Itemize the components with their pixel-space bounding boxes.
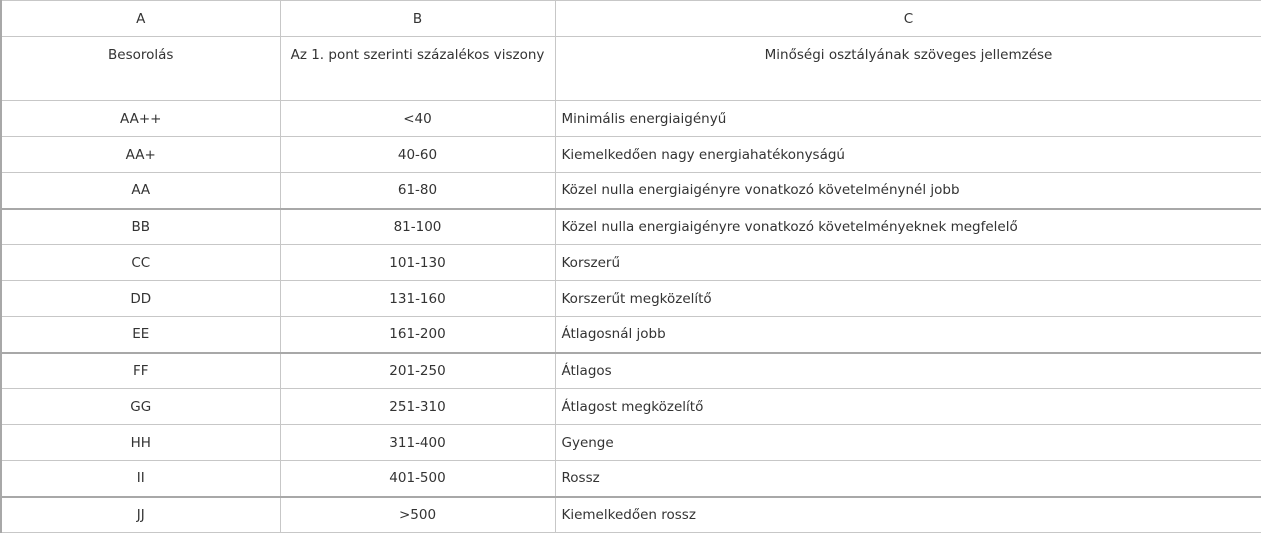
grade-cell: BB [1, 209, 280, 245]
description-cell: Gyenge [555, 425, 1261, 461]
grade-cell: CC [1, 245, 280, 281]
description-cell: Átlagosnál jobb [555, 317, 1261, 353]
grade-cell: AA+ [1, 137, 280, 173]
range-cell: 131-160 [280, 281, 555, 317]
header-description: Minőségi osztályának szöveges jellemzése [555, 37, 1261, 101]
table-row [1, 317, 1261, 353]
header-classification: Besorolás [1, 37, 280, 101]
range-cell: 81-100 [280, 209, 555, 245]
description-cell: Korszerű [555, 245, 1261, 281]
description-cell: Kiemelkedően rossz [555, 497, 1261, 533]
range-cell: 311-400 [280, 425, 555, 461]
table-row [1, 137, 1261, 173]
table-row [1, 425, 1261, 461]
table-row [1, 209, 1261, 245]
grade-cell: DD [1, 281, 280, 317]
range-cell: 161-200 [280, 317, 555, 353]
range-cell: 61-80 [280, 173, 555, 209]
grade-cell: EE [1, 317, 280, 353]
description-cell: Kiemelkedően nagy energiahatékonyságú [555, 137, 1261, 173]
column-letter-c: C [555, 1, 1261, 37]
range-cell: 401-500 [280, 461, 555, 497]
column-letter-row [1, 1, 1261, 37]
table-row [1, 281, 1261, 317]
range-cell: 201-250 [280, 353, 555, 389]
table-row [1, 245, 1261, 281]
range-cell: <40 [280, 101, 555, 137]
description-cell: Átlagost megközelítő [555, 389, 1261, 425]
table-row [1, 389, 1261, 425]
table-row [1, 173, 1261, 209]
grade-cell: AA++ [1, 101, 280, 137]
table-row [1, 497, 1261, 533]
grade-cell: JJ [1, 497, 280, 533]
description-cell: Átlagos [555, 353, 1261, 389]
column-letter-a: A [1, 1, 280, 37]
range-cell: >500 [280, 497, 555, 533]
grade-cell: FF [1, 353, 280, 389]
column-letter-b: B [280, 1, 555, 37]
description-cell: Közel nulla energiaigényre vonatkozó követelményeknek megfelelő [555, 209, 1261, 245]
description-cell: Minimális energiaigényű [555, 101, 1261, 137]
grade-cell: II [1, 461, 280, 497]
table-row [1, 353, 1261, 389]
grade-cell: GG [1, 389, 280, 425]
grade-cell: AA [1, 173, 280, 209]
description-cell: Közel nulla energiaigényre vonatkozó követelménynél jobb [555, 173, 1261, 209]
range-cell: 101-130 [280, 245, 555, 281]
table-row [1, 461, 1261, 497]
header-ratio: Az 1. pont szerinti százalékos viszony [280, 37, 555, 101]
header-row [1, 37, 1261, 101]
description-cell: Korszerűt megközelítő [555, 281, 1261, 317]
grade-cell: HH [1, 425, 280, 461]
range-cell: 251-310 [280, 389, 555, 425]
description-cell: Rossz [555, 461, 1261, 497]
table-row [1, 101, 1261, 137]
range-cell: 40-60 [280, 137, 555, 173]
